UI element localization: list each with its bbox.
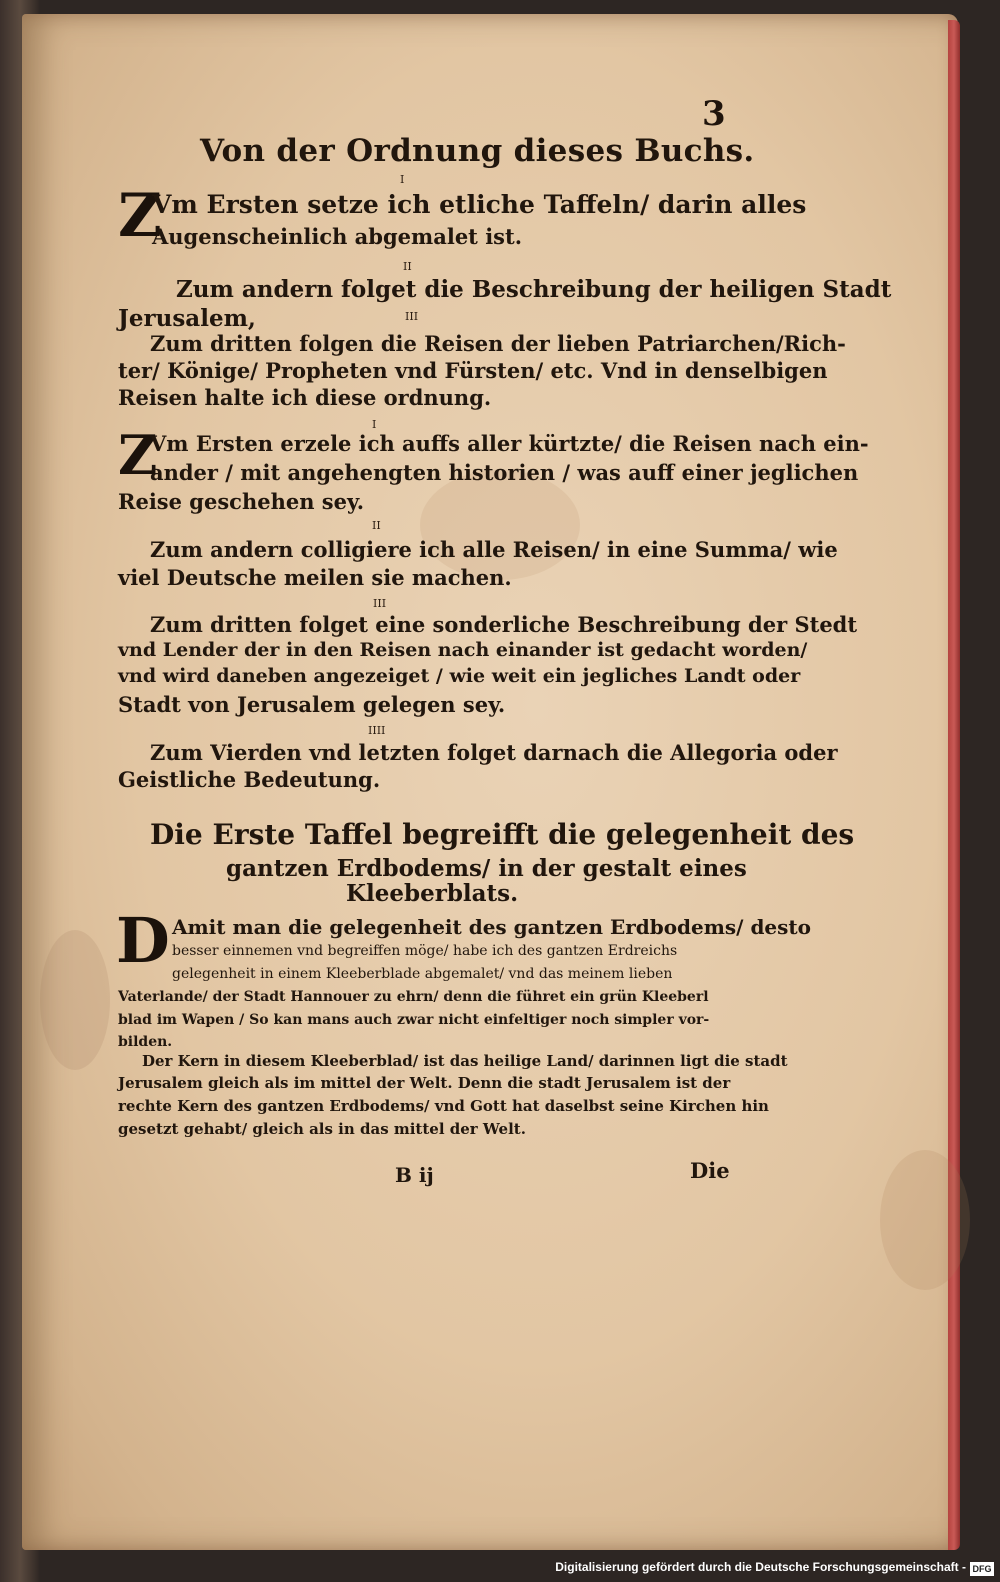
roman-numeral: III bbox=[405, 310, 419, 323]
roman-numeral: I bbox=[372, 418, 377, 431]
roman-numeral: IIII bbox=[368, 724, 386, 737]
digitization-credit: Digitalisierung gefördert durch die Deutsche Forschungsgemeinschaft - bbox=[555, 1560, 966, 1574]
text-line: rechte Kern des gantzen Erdbodems/ vnd Gott hat daselbst seine Kirchen hin bbox=[118, 1097, 769, 1115]
text-line: gesetzt gehabt/ gleich als in das mittel der Welt. bbox=[118, 1120, 526, 1138]
text-line: vnd wird daneben angezeiget / wie weit ein jegliches Landt oder bbox=[118, 665, 801, 687]
text-line: Vaterlande/ der Stadt Hannouer zu ehrn/ denn die führet ein grün Kleeberl bbox=[118, 989, 709, 1005]
text-line: Vm Ersten erzele ich auffs aller kürtzte/ die Reisen nach ein- bbox=[150, 431, 869, 456]
page-heading: Von der Ordnung dieses Buchs. bbox=[200, 133, 755, 169]
decorated-initial: D bbox=[116, 904, 170, 977]
text-line: Zum andern folget die Beschreibung der heiligen Stadt bbox=[176, 276, 892, 303]
roman-numeral: II bbox=[372, 519, 381, 532]
text-line: Jerusalem, bbox=[118, 305, 256, 332]
text-line: Zum dritten folget eine sonderliche Beschreibung der Stedt bbox=[150, 612, 858, 637]
dfg-logo: DFG bbox=[970, 1562, 994, 1576]
text-line: gelegenheit in einem Kleeberblade abgemalet/ vnd das meinem lieben bbox=[172, 966, 673, 982]
text-line: Reisen halte ich diese ordnung. bbox=[118, 385, 492, 410]
text-line: Augenscheinlich abgemalet ist. bbox=[152, 224, 523, 249]
text-line: Zum dritten folgen die Reisen der lieben Patriarchen/Rich- bbox=[150, 331, 846, 356]
text-line: Vm Ersten setze ich etliche Taffeln/ darin alles bbox=[152, 190, 807, 219]
initial-letter: Z bbox=[118, 181, 162, 251]
section-subtitle: gantzen Erdbodems/ in der gestalt eines bbox=[226, 855, 747, 882]
text-line: blad im Wapen / So kan mans auch zwar nicht einfeltiger noch simpler vor- bbox=[118, 1012, 710, 1028]
text-line: Geistliche Bedeutung. bbox=[118, 767, 381, 792]
text-line: Zum andern colligiere ich alle Reisen/ in eine Summa/ wie bbox=[150, 537, 838, 562]
text-line: besser einnemen vnd begreiffen möge/ habe ich des gantzen Erdreichs bbox=[172, 943, 678, 959]
text-line: Stadt von Jerusalem gelegen sey. bbox=[118, 692, 506, 717]
signature-mark: B ij bbox=[395, 1163, 434, 1187]
text-line: Der Kern in diesem Kleeberblad/ ist das heilige Land/ darinnen ligt die stadt bbox=[142, 1052, 788, 1070]
roman-numeral: III bbox=[373, 597, 387, 610]
text-line: viel Deutsche meilen sie machen. bbox=[118, 565, 512, 590]
text-line: vnd Lender der in den Reisen nach einander ist gedacht worden/ bbox=[118, 639, 808, 661]
red-page-edge bbox=[948, 20, 960, 1550]
roman-numeral: II bbox=[403, 260, 412, 273]
catchword: Die bbox=[690, 1158, 730, 1183]
text-line: Amit man die gelegenheit des gantzen Erdbodems/ desto bbox=[172, 915, 811, 939]
section-title: Die Erste Taffel begreifft die gelegenheit des bbox=[150, 818, 855, 851]
initial-letter: Z bbox=[118, 423, 158, 487]
text-line: Zum Vierden vnd letzten folget darnach die Allegoria oder bbox=[150, 740, 838, 765]
text-line: ter/ Könige/ Propheten vnd Fürsten/ etc. Vnd in denselbigen bbox=[118, 358, 828, 383]
section-subtitle: Kleeberblats. bbox=[346, 880, 519, 907]
roman-numeral: I bbox=[400, 173, 405, 186]
text-line: bilden. bbox=[118, 1034, 173, 1050]
text-line: ander / mit angehengten historien / was auff einer jeglichen bbox=[150, 460, 859, 485]
page-number: 3 bbox=[702, 94, 726, 134]
text-line: Jerusalem gleich als im mittel der Welt. Denn die stadt Jerusalem ist der bbox=[118, 1074, 731, 1092]
text-line: Reise geschehen sey. bbox=[118, 489, 365, 514]
